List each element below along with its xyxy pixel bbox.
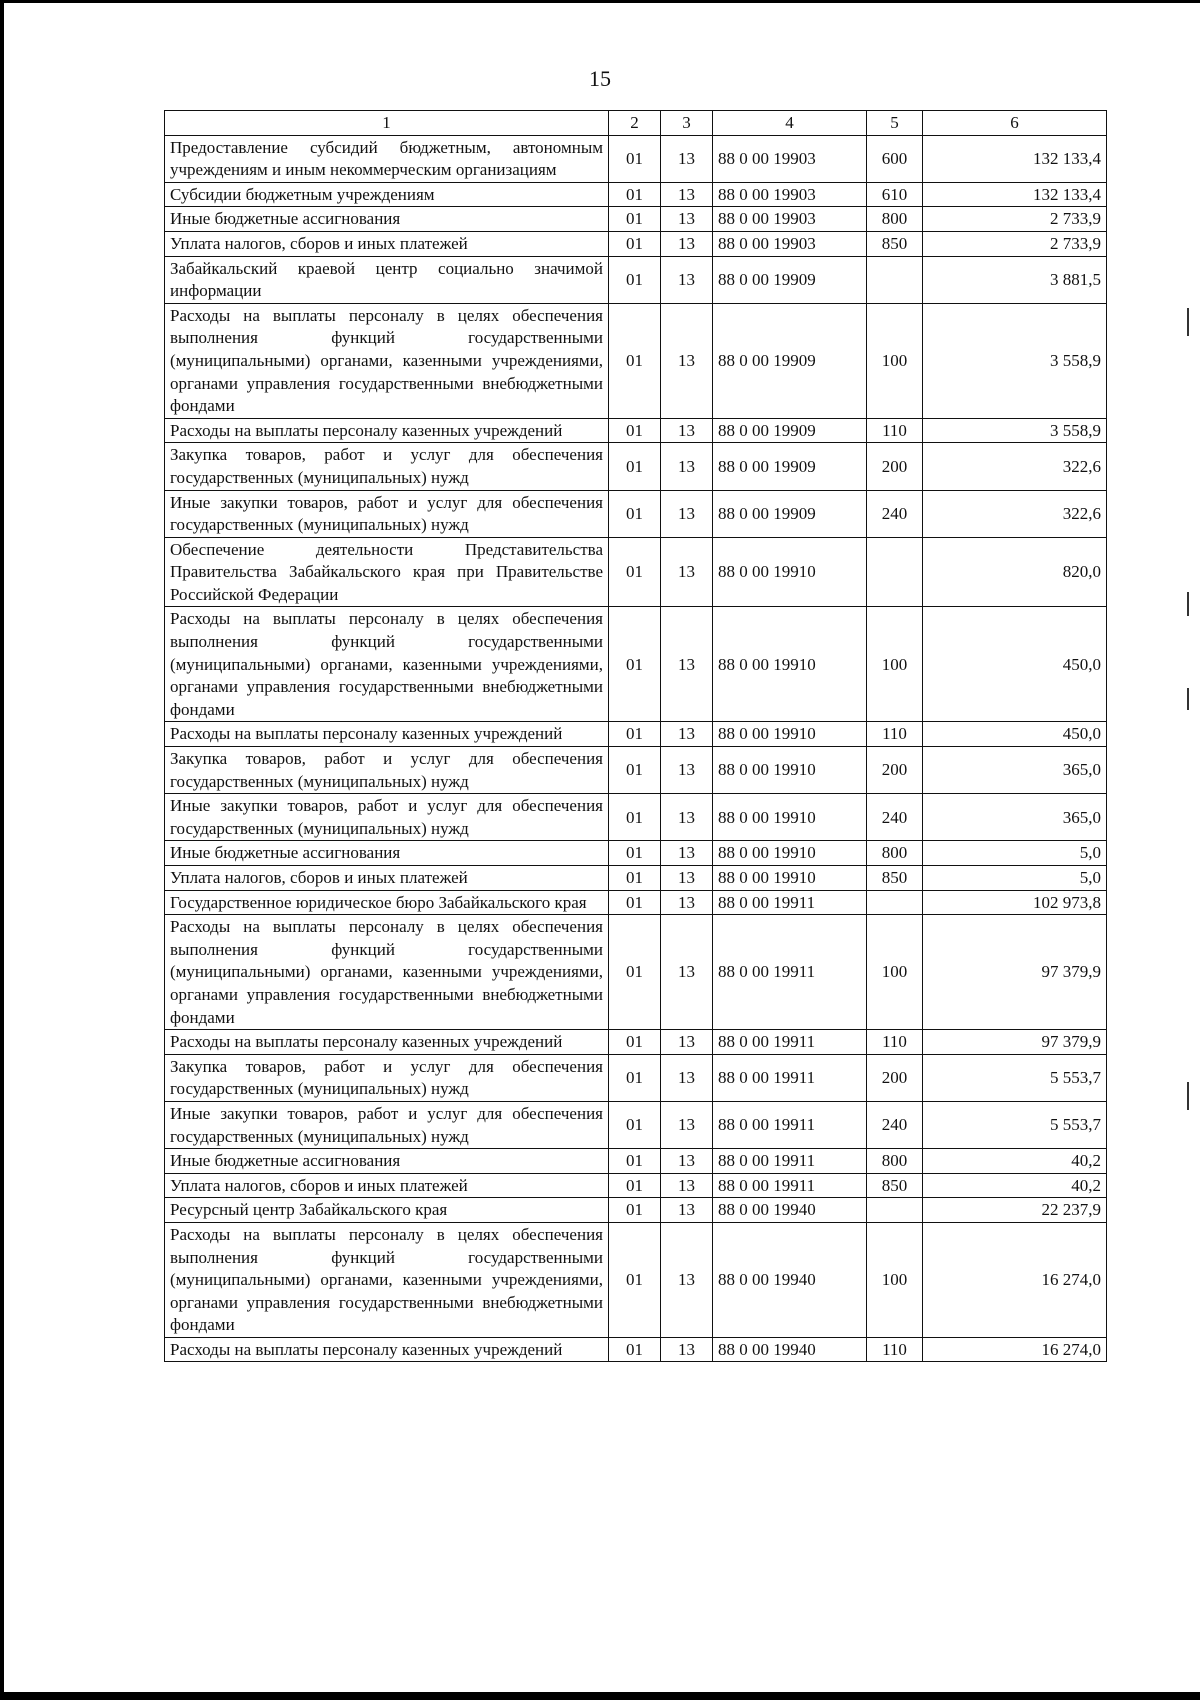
row-subsection-code: 13	[661, 207, 713, 232]
row-name: Иные закупки товаров, работ и услуг для обеспечения государственных (муниципальных) нужд	[165, 794, 609, 841]
scan-mark	[1187, 308, 1189, 336]
header-col-2: 2	[609, 111, 661, 136]
table-row	[165, 418, 1107, 443]
row-amount: 5,0	[923, 866, 1107, 891]
header-col-3: 3	[661, 111, 713, 136]
row-expense-type: 240	[867, 490, 923, 537]
row-target-article: 88 0 00 19911	[713, 1030, 867, 1055]
row-name: Расходы на выплаты персоналу казенных учреждений	[165, 722, 609, 747]
table-row	[165, 1173, 1107, 1198]
row-amount: 40,2	[923, 1149, 1107, 1174]
row-section-code: 01	[609, 866, 661, 891]
scan-mark	[1187, 688, 1189, 710]
header-col-4: 4	[713, 111, 867, 136]
scan-edge-bottom	[0, 1692, 1200, 1700]
row-section-code: 01	[609, 747, 661, 794]
row-expense-type: 800	[867, 207, 923, 232]
row-section-code: 01	[609, 607, 661, 722]
row-expense-type: 100	[867, 1222, 923, 1337]
row-section-code: 01	[609, 794, 661, 841]
row-name: Иные бюджетные ассигнования	[165, 1149, 609, 1174]
row-name: Расходы на выплаты персоналу казенных учреждений	[165, 1030, 609, 1055]
row-amount: 22 237,9	[923, 1198, 1107, 1223]
row-target-article: 88 0 00 19910	[713, 537, 867, 607]
row-section-code: 01	[609, 1149, 661, 1174]
row-subsection-code: 13	[661, 490, 713, 537]
row-amount: 365,0	[923, 794, 1107, 841]
row-subsection-code: 13	[661, 890, 713, 915]
row-amount: 3 558,9	[923, 418, 1107, 443]
row-name: Обеспечение деятельности Представительства Правительства Забайкальского края при Правительстве Российской Федерации	[165, 537, 609, 607]
row-section-code: 01	[609, 1054, 661, 1101]
table-row	[165, 135, 1107, 182]
row-section-code: 01	[609, 256, 661, 303]
table-row	[165, 182, 1107, 207]
row-name: Иные бюджетные ассигнования	[165, 841, 609, 866]
row-amount: 16 274,0	[923, 1337, 1107, 1362]
table-header-row	[165, 111, 1107, 136]
row-target-article: 88 0 00 19940	[713, 1198, 867, 1223]
table-row	[165, 303, 1107, 418]
row-expense-type: 100	[867, 303, 923, 418]
row-section-code: 01	[609, 1198, 661, 1223]
row-section-code: 01	[609, 1173, 661, 1198]
row-amount: 820,0	[923, 537, 1107, 607]
row-expense-type	[867, 256, 923, 303]
row-expense-type: 600	[867, 135, 923, 182]
table-row	[165, 1149, 1107, 1174]
row-subsection-code: 13	[661, 1173, 713, 1198]
row-subsection-code: 13	[661, 841, 713, 866]
row-name: Иные закупки товаров, работ и услуг для обеспечения государственных (муниципальных) нужд	[165, 490, 609, 537]
row-subsection-code: 13	[661, 537, 713, 607]
row-target-article: 88 0 00 19903	[713, 231, 867, 256]
row-expense-type	[867, 890, 923, 915]
row-subsection-code: 13	[661, 1030, 713, 1055]
table-row	[165, 722, 1107, 747]
row-target-article: 88 0 00 19909	[713, 418, 867, 443]
row-target-article: 88 0 00 19910	[713, 747, 867, 794]
row-expense-type: 850	[867, 1173, 923, 1198]
row-subsection-code: 13	[661, 1101, 713, 1148]
budget-table	[164, 110, 1107, 1362]
row-expense-type: 110	[867, 722, 923, 747]
row-amount: 102 973,8	[923, 890, 1107, 915]
row-section-code: 01	[609, 841, 661, 866]
row-name: Иные бюджетные ассигнования	[165, 207, 609, 232]
table-row	[165, 1030, 1107, 1055]
row-amount: 40,2	[923, 1173, 1107, 1198]
row-amount: 132 133,4	[923, 182, 1107, 207]
row-section-code: 01	[609, 443, 661, 490]
table-row	[165, 866, 1107, 891]
table-row	[165, 443, 1107, 490]
row-subsection-code: 13	[661, 794, 713, 841]
row-target-article: 88 0 00 19911	[713, 1054, 867, 1101]
row-section-code: 01	[609, 915, 661, 1030]
table-row	[165, 607, 1107, 722]
row-name: Расходы на выплаты персоналу в целях обеспечения выполнения функций государственными (муниципальными) органами, казенными учреждениями, органами управления государственными внебюджетными фондами	[165, 915, 609, 1030]
table-body	[165, 135, 1107, 1362]
row-subsection-code: 13	[661, 915, 713, 1030]
row-name: Ресурсный центр Забайкальского края	[165, 1198, 609, 1223]
row-target-article: 88 0 00 19911	[713, 890, 867, 915]
row-target-article: 88 0 00 19911	[713, 915, 867, 1030]
row-expense-type: 110	[867, 418, 923, 443]
table-row	[165, 256, 1107, 303]
header-col-1: 1	[165, 111, 609, 136]
row-section-code: 01	[609, 1030, 661, 1055]
row-name: Расходы на выплаты персоналу в целях обеспечения выполнения функций государственными (муниципальными) органами, казенными учреждениями, органами управления государственными внебюджетными фондами	[165, 303, 609, 418]
row-name: Расходы на выплаты персоналу в целях обеспечения выполнения функций государственными (муниципальными) органами, казенными учреждениями, органами управления государственными внебюджетными фондами	[165, 1222, 609, 1337]
row-amount: 16 274,0	[923, 1222, 1107, 1337]
row-target-article: 88 0 00 19909	[713, 256, 867, 303]
row-expense-type: 610	[867, 182, 923, 207]
row-subsection-code: 13	[661, 866, 713, 891]
row-subsection-code: 13	[661, 1198, 713, 1223]
table-row	[165, 1101, 1107, 1148]
header-col-5: 5	[867, 111, 923, 136]
table-row	[165, 490, 1107, 537]
row-subsection-code: 13	[661, 135, 713, 182]
row-amount: 322,6	[923, 443, 1107, 490]
row-section-code: 01	[609, 890, 661, 915]
row-name: Иные закупки товаров, работ и услуг для обеспечения государственных (муниципальных) нужд	[165, 1101, 609, 1148]
row-amount: 132 133,4	[923, 135, 1107, 182]
row-target-article: 88 0 00 19940	[713, 1222, 867, 1337]
row-amount: 3 881,5	[923, 256, 1107, 303]
row-amount: 2 733,9	[923, 231, 1107, 256]
row-subsection-code: 13	[661, 1337, 713, 1362]
row-subsection-code: 13	[661, 1054, 713, 1101]
row-subsection-code: 13	[661, 418, 713, 443]
table-row	[165, 1337, 1107, 1362]
row-target-article: 88 0 00 19903	[713, 182, 867, 207]
row-name: Закупка товаров, работ и услуг для обеспечения государственных (муниципальных) нужд	[165, 1054, 609, 1101]
row-target-article: 88 0 00 19909	[713, 443, 867, 490]
table-row	[165, 1054, 1107, 1101]
row-target-article: 88 0 00 19911	[713, 1149, 867, 1174]
row-section-code: 01	[609, 537, 661, 607]
row-target-article: 88 0 00 19909	[713, 490, 867, 537]
row-amount: 5,0	[923, 841, 1107, 866]
row-amount: 450,0	[923, 722, 1107, 747]
table-row	[165, 537, 1107, 607]
scan-mark	[1187, 1082, 1189, 1110]
row-expense-type: 800	[867, 1149, 923, 1174]
row-expense-type: 200	[867, 443, 923, 490]
row-section-code: 01	[609, 182, 661, 207]
row-target-article: 88 0 00 19910	[713, 607, 867, 722]
row-section-code: 01	[609, 490, 661, 537]
row-name: Государственное юридическое бюро Забайкальского края	[165, 890, 609, 915]
row-section-code: 01	[609, 418, 661, 443]
row-target-article: 88 0 00 19903	[713, 135, 867, 182]
row-amount: 5 553,7	[923, 1054, 1107, 1101]
row-expense-type: 100	[867, 607, 923, 722]
table-row	[165, 841, 1107, 866]
row-expense-type: 100	[867, 915, 923, 1030]
row-name: Субсидии бюджетным учреждениям	[165, 182, 609, 207]
row-subsection-code: 13	[661, 722, 713, 747]
row-expense-type	[867, 537, 923, 607]
row-expense-type: 200	[867, 747, 923, 794]
row-name: Закупка товаров, работ и услуг для обеспечения государственных (муниципальных) нужд	[165, 443, 609, 490]
row-name: Уплата налогов, сборов и иных платежей	[165, 231, 609, 256]
row-subsection-code: 13	[661, 303, 713, 418]
row-target-article: 88 0 00 19940	[713, 1337, 867, 1362]
row-expense-type: 800	[867, 841, 923, 866]
row-section-code: 01	[609, 722, 661, 747]
table-row	[165, 747, 1107, 794]
row-section-code: 01	[609, 135, 661, 182]
row-section-code: 01	[609, 1101, 661, 1148]
row-section-code: 01	[609, 303, 661, 418]
row-name: Расходы на выплаты персоналу в целях обеспечения выполнения функций государственными (муниципальными) органами, казенными учреждениями, органами управления государственными внебюджетными фондами	[165, 607, 609, 722]
page-number: 15	[589, 66, 611, 91]
row-expense-type: 240	[867, 1101, 923, 1148]
scan-edge-left	[0, 0, 4, 1700]
table-row	[165, 1198, 1107, 1223]
row-subsection-code: 13	[661, 1149, 713, 1174]
row-name: Расходы на выплаты персоналу казенных учреждений	[165, 418, 609, 443]
row-target-article: 88 0 00 19903	[713, 207, 867, 232]
row-target-article: 88 0 00 19911	[713, 1101, 867, 1148]
row-amount: 450,0	[923, 607, 1107, 722]
row-target-article: 88 0 00 19910	[713, 722, 867, 747]
scan-mark	[1187, 592, 1189, 616]
row-name: Уплата налогов, сборов и иных платежей	[165, 1173, 609, 1198]
row-name: Уплата налогов, сборов и иных платежей	[165, 866, 609, 891]
scan-edge-top	[0, 0, 1200, 3]
header-col-6: 6	[923, 111, 1107, 136]
row-name: Закупка товаров, работ и услуг для обеспечения государственных (муниципальных) нужд	[165, 747, 609, 794]
table-row	[165, 231, 1107, 256]
row-expense-type: 850	[867, 231, 923, 256]
row-amount: 97 379,9	[923, 1030, 1107, 1055]
table-row	[165, 890, 1107, 915]
row-target-article: 88 0 00 19909	[713, 303, 867, 418]
row-expense-type: 240	[867, 794, 923, 841]
row-section-code: 01	[609, 1337, 661, 1362]
row-subsection-code: 13	[661, 182, 713, 207]
table-row	[165, 794, 1107, 841]
row-expense-type: 850	[867, 866, 923, 891]
row-subsection-code: 13	[661, 607, 713, 722]
row-target-article: 88 0 00 19910	[713, 866, 867, 891]
row-name: Забайкальский краевой центр социально значимой информации	[165, 256, 609, 303]
row-amount: 3 558,9	[923, 303, 1107, 418]
row-amount: 2 733,9	[923, 207, 1107, 232]
row-amount: 365,0	[923, 747, 1107, 794]
row-target-article: 88 0 00 19910	[713, 841, 867, 866]
row-subsection-code: 13	[661, 231, 713, 256]
row-expense-type: 110	[867, 1337, 923, 1362]
row-subsection-code: 13	[661, 256, 713, 303]
table-row	[165, 915, 1107, 1030]
row-expense-type	[867, 1198, 923, 1223]
row-expense-type: 110	[867, 1030, 923, 1055]
row-subsection-code: 13	[661, 747, 713, 794]
row-section-code: 01	[609, 207, 661, 232]
row-target-article: 88 0 00 19910	[713, 794, 867, 841]
row-amount: 97 379,9	[923, 915, 1107, 1030]
row-section-code: 01	[609, 1222, 661, 1337]
row-section-code: 01	[609, 231, 661, 256]
table-row	[165, 1222, 1107, 1337]
row-name: Предоставление субсидий бюджетным, автономным учреждениям и иным некоммерческим организациям	[165, 135, 609, 182]
row-subsection-code: 13	[661, 1222, 713, 1337]
row-expense-type: 200	[867, 1054, 923, 1101]
row-name: Расходы на выплаты персоналу казенных учреждений	[165, 1337, 609, 1362]
row-amount: 5 553,7	[923, 1101, 1107, 1148]
row-subsection-code: 13	[661, 443, 713, 490]
row-amount: 322,6	[923, 490, 1107, 537]
table-row	[165, 207, 1107, 232]
row-target-article: 88 0 00 19911	[713, 1173, 867, 1198]
